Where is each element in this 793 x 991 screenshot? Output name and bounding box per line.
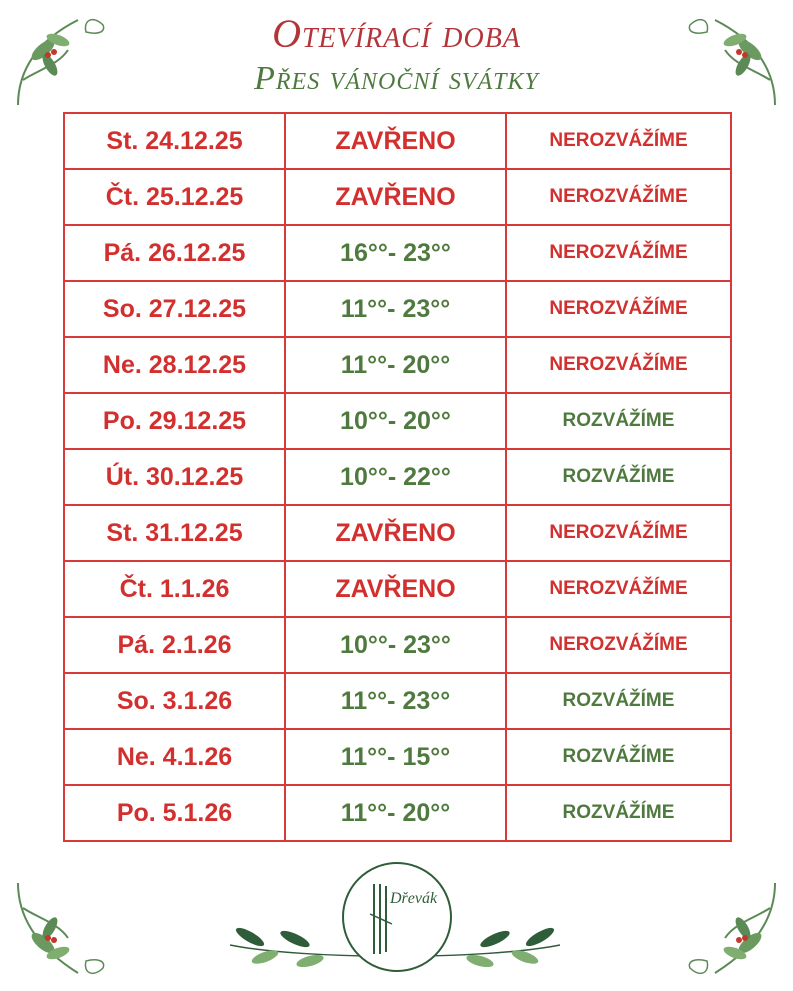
date-cell: St. 31.12.25 <box>64 505 285 561</box>
hours-cell: ZAVŘENO <box>285 113 506 169</box>
table-row <box>64 169 731 225</box>
hours-cell: ZAVŘENO <box>285 561 506 617</box>
table-row <box>64 673 731 729</box>
holly-corner-top-right-icon <box>675 10 785 110</box>
page-subtitle: Přes vánoční svátky <box>254 60 539 97</box>
delivery-cell: ROZVÁŽÍME <box>506 673 731 729</box>
hours-cell: 10°°- 23°° <box>285 617 506 673</box>
hours-cell: 11°°- 20°° <box>285 337 506 393</box>
delivery-cell: ROZVÁŽÍME <box>506 393 731 449</box>
table-row <box>64 393 731 449</box>
holiday-schedule-table <box>63 112 732 842</box>
date-cell: So. 27.12.25 <box>64 281 285 337</box>
hours-cell: ZAVŘENO <box>285 505 506 561</box>
holly-corner-bottom-right-icon <box>675 878 785 983</box>
hours-cell: 11°°- 20°° <box>285 785 506 841</box>
table-row <box>64 729 731 785</box>
delivery-cell: NEROZVÁŽÍME <box>506 225 731 281</box>
date-cell: Ne. 28.12.25 <box>64 337 285 393</box>
hours-cell: ZAVŘENO <box>285 169 506 225</box>
holly-corner-bottom-left-icon <box>8 878 118 983</box>
date-cell: So. 3.1.26 <box>64 673 285 729</box>
table-row <box>64 785 731 841</box>
hours-cell: 10°°- 22°° <box>285 449 506 505</box>
date-cell: Ne. 4.1.26 <box>64 729 285 785</box>
table-row <box>64 337 731 393</box>
delivery-cell: ROZVÁŽÍME <box>506 449 731 505</box>
delivery-cell: NEROZVÁŽÍME <box>506 113 731 169</box>
logo-name: Dřevák <box>390 890 438 907</box>
logo-mark-icon <box>344 864 450 970</box>
hours-cell: 11°°- 23°° <box>285 673 506 729</box>
date-cell: Út. 30.12.25 <box>64 449 285 505</box>
date-cell: Čt. 1.1.26 <box>64 561 285 617</box>
delivery-cell: NEROZVÁŽÍME <box>506 169 731 225</box>
delivery-cell: NEROZVÁŽÍME <box>506 617 731 673</box>
table-row <box>64 617 731 673</box>
hours-cell: 16°°- 23°° <box>285 225 506 281</box>
table-row <box>64 281 731 337</box>
table-row <box>64 113 731 169</box>
date-cell: Po. 29.12.25 <box>64 393 285 449</box>
date-cell: Čt. 25.12.25 <box>64 169 285 225</box>
delivery-cell: NEROZVÁŽÍME <box>506 561 731 617</box>
drevak-logo <box>342 862 452 972</box>
delivery-cell: ROZVÁŽÍME <box>506 729 731 785</box>
date-cell: Po. 5.1.26 <box>64 785 285 841</box>
table-row <box>64 449 731 505</box>
hours-cell: 11°°- 23°° <box>285 281 506 337</box>
delivery-cell: ROZVÁŽÍME <box>506 785 731 841</box>
date-cell: St. 24.12.25 <box>64 113 285 169</box>
delivery-cell: NEROZVÁŽÍME <box>506 505 731 561</box>
table-row <box>64 505 731 561</box>
delivery-cell: NEROZVÁŽÍME <box>506 281 731 337</box>
schedule-body <box>64 113 731 841</box>
hours-cell: 11°°- 15°° <box>285 729 506 785</box>
table-row <box>64 561 731 617</box>
page-title: Otevírací doba <box>272 11 521 56</box>
table-row <box>64 225 731 281</box>
holly-corner-top-left-icon <box>8 10 118 110</box>
hours-cell: 10°°- 20°° <box>285 393 506 449</box>
date-cell: Pá. 2.1.26 <box>64 617 285 673</box>
delivery-cell: NEROZVÁŽÍME <box>506 337 731 393</box>
date-cell: Pá. 26.12.25 <box>64 225 285 281</box>
